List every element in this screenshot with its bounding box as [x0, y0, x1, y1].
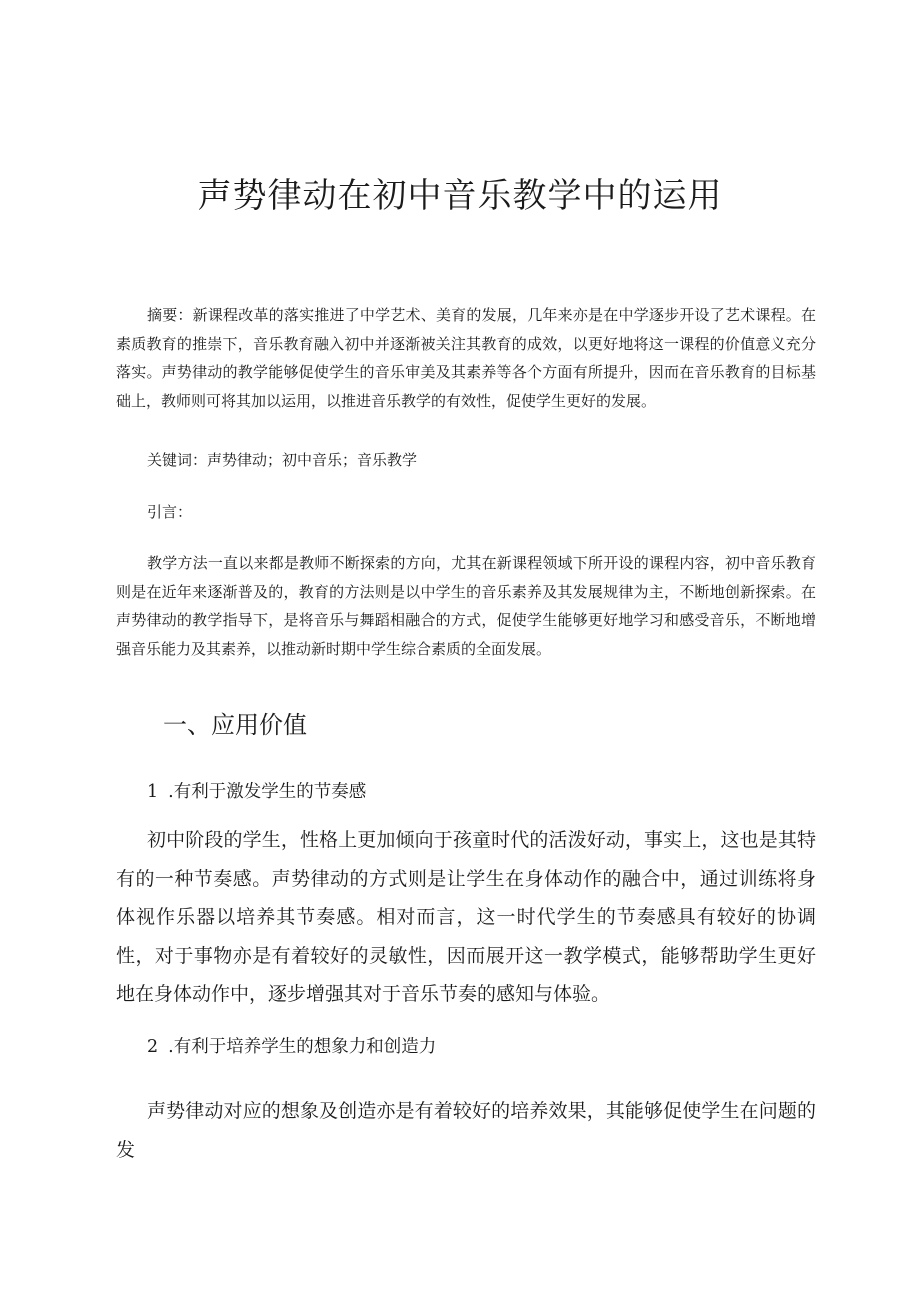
subsection-1-paragraph: 初中阶段的学生，性格上更加倾向于孩童时代的活泼好动，事实上，这也是其特有的一种节奏感。声势律动的方式则是让学生在身体动作的融合中，通过训练将身体视作乐器以培养其节奏感。相对而言，这一时代学生的节奏感具有较好的协调性，对于事物亦是有着较好的灵敏性，因而展开这一教学模式，能够帮助学生更好地在身体动作中，逐步增强其对于音乐节奏的感知与体验。 — [116, 829, 816, 1005]
section-heading: 一、应用价值 — [163, 711, 307, 739]
subsection-1-number: 1 — [147, 782, 159, 802]
abstract-paragraph: 摘要：新课程改革的落实推进了中学艺术、美育的发展，几年来亦是在中学逐步开设了艺术课程。在素质教育的推崇下，音乐教育融入初中并逐渐被关注其教育的成效，以更好地将这一课程的价值意义充分落实。声势律动的教学能够促使学生的音乐审美及其素养等各个方面有所提升，因而在音乐教育的目标基础上，教师则可将其加以运用，以推进音乐教学的有效性，促使学生更好的发展。 — [116, 306, 816, 410]
intro-paragraph: 教学方法一直以来都是教师不断探索的方向，尤其在新课程领域下所开设的课程内容，初中音乐教育则是在近年来逐渐普及的，教育的方法则是以中学生的音乐素养及其发展规律为主，不断地创新探索。在声势律动的教学指导下，是将音乐与舞蹈相融合的方式，促使学生能够更好地学习和感受音乐，不断地增强音乐能力及其素养，以推动新时期中学生综合素质的全面发展。 — [116, 554, 816, 658]
subsection-2-heading — [147, 1033, 436, 1058]
subsection-2-title: .有利于培养学生的想象力和创造力 — [168, 1037, 437, 1057]
subsection-1-heading — [147, 778, 366, 803]
subsection-2-paragraph: 声势律动对应的想象及创造亦是有着较好的培养效果，其能够促使学生在问题的发 — [116, 1100, 816, 1161]
keywords-line: 关键词：声势律动；初中音乐；音乐教学 — [147, 451, 418, 469]
document-title: 声势律动在初中音乐教学中的运用 — [197, 176, 723, 216]
subsection-2-number: 2 — [147, 1037, 159, 1057]
intro-label: 引言： — [147, 503, 193, 521]
subsection-1-title: .有利于激发学生的节奏感 — [168, 782, 367, 802]
